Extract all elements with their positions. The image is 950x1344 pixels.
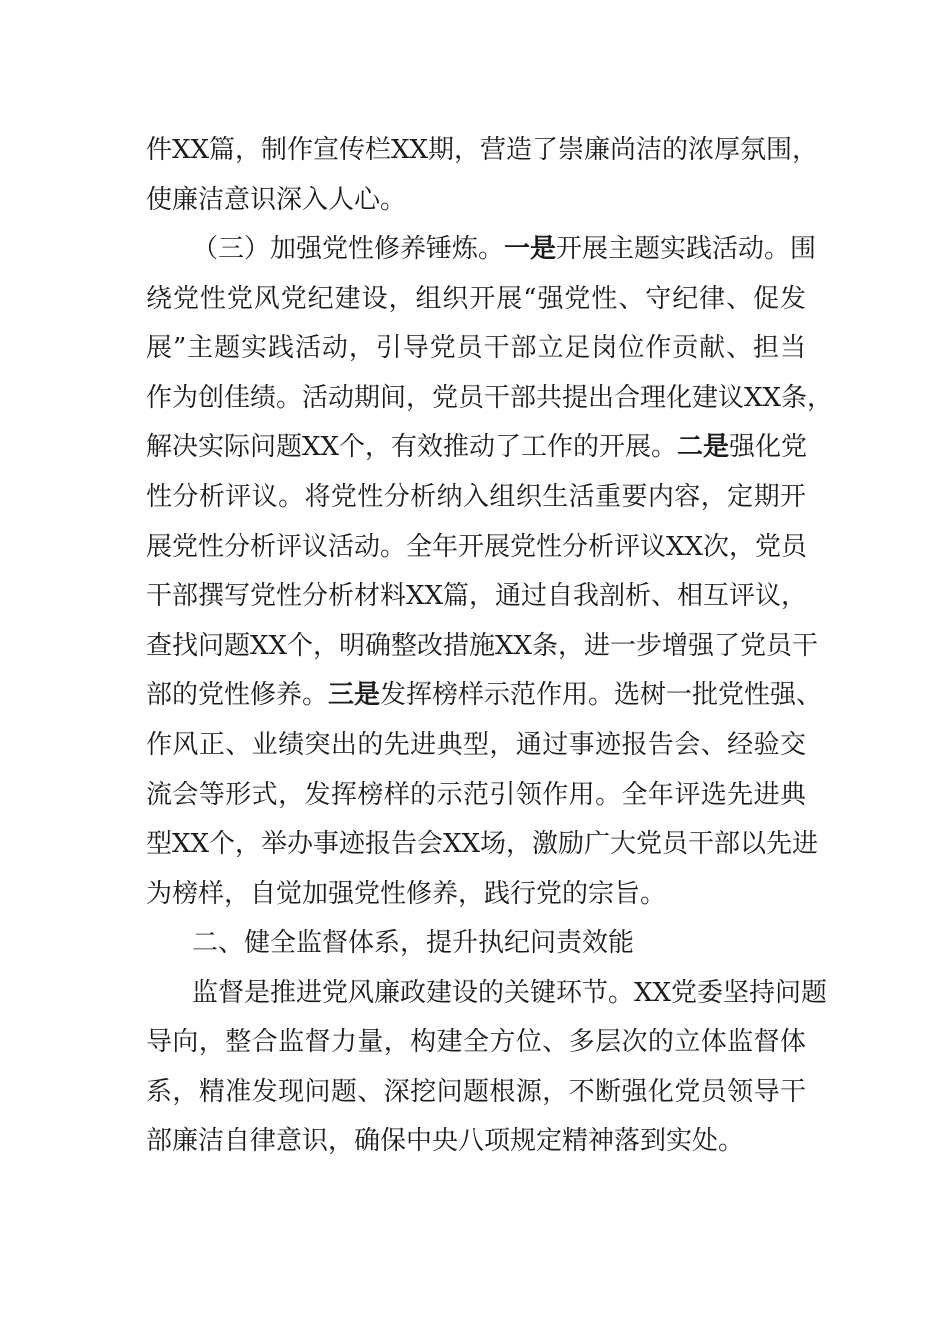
- bold-marker: 一是: [504, 234, 557, 264]
- paragraph-line: 导向，整合监督力量，构建全方位、多层次的立体监督体: [146, 1027, 806, 1057]
- text-run: 部的党性修养。: [146, 680, 329, 710]
- paragraph-line: 监督是推进党风廉政建设的关键环节。XX党委坚持问题: [192, 978, 828, 1008]
- paragraph-line: 件XX篇，制作宣传栏XX期，营造了崇廉尚洁的浓厚氛围，: [146, 135, 819, 165]
- paragraph-line: 系，精准发现问题、深挖问题根源，不断强化党员领导干: [146, 1077, 806, 1107]
- paragraph-line: [192, 229, 817, 269]
- section-heading: 二、健全监督体系，提升执纪问责效能: [192, 928, 635, 958]
- paragraph-line: 使廉洁意识深入人心。: [146, 185, 407, 215]
- bold-marker: 三是: [328, 680, 381, 710]
- paragraph-line: 型XX个，举办事迹报告会XX场，激励广大党员干部以先进: [146, 829, 819, 859]
- paragraph-line: 查找问题XX个，明确整改措施XX条，进一步增强了党员干: [146, 631, 819, 661]
- text-run: 解决实际问题XX个，有效推动了工作的开展。: [146, 432, 678, 462]
- subsection-heading: （三）加强党性修养锤炼。: [192, 234, 505, 264]
- text-run: 开展主题实践活动。围: [556, 234, 817, 264]
- paragraph-line: 展党性分析评议活动。全年开展党性分析评议XX次，党员: [146, 532, 808, 562]
- paragraph-line: [146, 675, 823, 715]
- text-run: 发挥榜样示范作用。选树一批党性强、: [380, 680, 823, 710]
- paragraph-line: 部廉洁自律意识，确保中央八项规定精神落到实处。: [146, 1126, 745, 1156]
- paragraph-line: 为榜样，自觉加强党性修养，践行党的宗旨。: [146, 879, 667, 909]
- paragraph-line: [146, 427, 806, 467]
- paragraph-line: 绕党性党风党纪建设，组织开展“强党性、守纪律、促发: [146, 284, 806, 314]
- paragraph-line: 性分析评议。将党性分析纳入组织生活重要内容，定期开: [146, 482, 806, 512]
- text-run: 强化党: [729, 432, 808, 462]
- paragraph-line: 干部撰写党性分析材料XX篇，通过自我剖析、相互评议，: [146, 581, 808, 611]
- paragraph-line: 作风正、业绩突出的先进典型，通过事迹报告会、经验交: [146, 730, 806, 760]
- bold-marker: 二是: [677, 432, 730, 462]
- paragraph-line: 作为创佳绩。活动期间，党员干部共提出合理化建议XX条，: [146, 383, 834, 413]
- paragraph-line: 展”主题实践活动，引导党员干部立足岗位作贡献、担当: [146, 333, 806, 363]
- paragraph-line: 流会等形式，发挥榜样的示范引领作用。全年评选先进典: [146, 780, 806, 810]
